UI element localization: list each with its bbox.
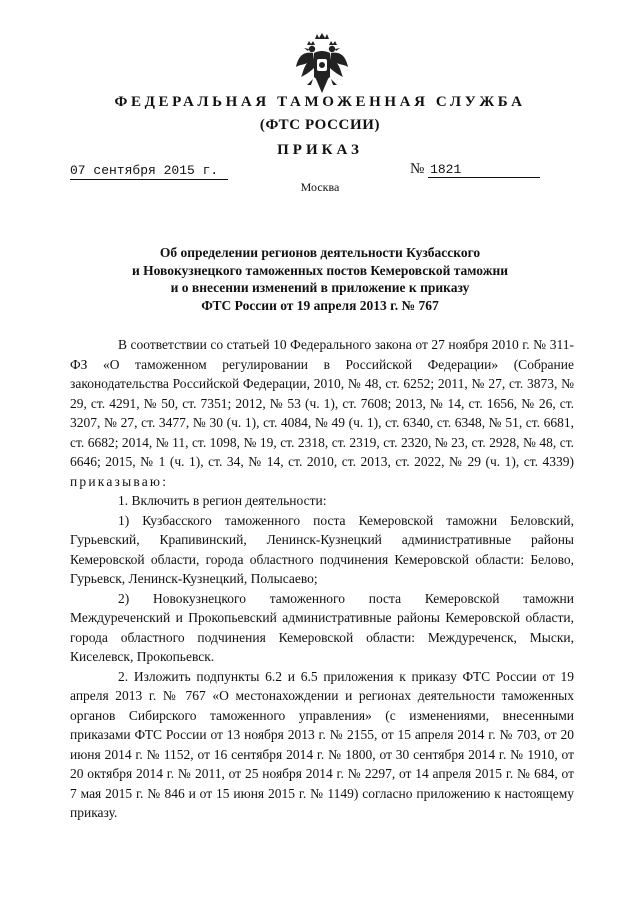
document-type: ПРИКАЗ <box>277 142 363 158</box>
order-word: приказываю: <box>70 473 169 489</box>
order-title <box>110 244 530 314</box>
city: Москва <box>300 180 340 194</box>
number-sign: № <box>410 161 425 177</box>
order-body <box>70 335 574 823</box>
title-line: и Новокузнецкого таможенных постов Кемеровской таможни <box>131 262 509 278</box>
order-number-block <box>410 161 540 178</box>
preamble-paragraph <box>70 335 574 491</box>
order-number: 1821 <box>428 162 540 178</box>
agency-name: ФЕДЕРАЛЬНАЯ ТАМОЖЕННАЯ СЛУЖБА <box>114 94 526 110</box>
preamble-text: В соответствии со статьей 10 Федерального закона от 27 ноября 2010 г. № 311-ФЗ «О таможенном регулировании в Российской Федерации» (Собрание законодательства Российской Федерации, 2010, № 48, ст. 6252; 2011, № 27, ст. 3873, № 29, ст. 4291, № 50, ст. 7351; 2012, № 53 (ч. 1), ст. 7608; 2013, № 14, ст. 1656, № 26, ст. 3207, № 27, ст. 3477, № 30 (ч. 1), ст. 4084, № 49 (ч. 1), ст. 6340, ст. 6348, № 51, ст. 6681, ст. 6682; 2014, № 11, ст. 1098, № 19, ст. 2318, ст. 2319, ст. 2320, № 23, ст. 2928, № 48, ст. 6646; 2015, № 1 (ч. 1), ст. 34, № 14, ст. 2010, ст. 2013, ст. 2022, № 29 (ч. 1), ст. 4339) <box>70 337 574 469</box>
agency-abbreviation: (ФТС РОССИИ) <box>259 117 381 133</box>
item-2: 2. Изложить подпункты 6.2 и 6.5 приложения к приказу ФТС России от 19 апреля 2013 г. № 767 «О местонахождении и регионах деятельности таможенных органов Сибирского таможенного управления» (с изменениями, внесенными приказами ФТС России от 13 ноября 2013 г. № 2155, от 15 апреля 2014 г. № 703, от 20 июня 2014 г. № 1152, от 16 сентября 2014 г. № 1800, от 30 сентября 2014 г. № 1910, от 20 октября 2014 г. № 2011, от 25 ноября 2014 г. № 2297, от 14 апреля 2015 г. № 684, от 7 мая 2015 г. № 846 и от 15 июня 2015 г. № 1149) согласно приложению к настоящему приказу. <box>70 668 574 820</box>
coat-of-arms-icon <box>295 33 349 97</box>
order-date: 07 сентября 2015 г. <box>70 163 228 180</box>
title-line: Об определении регионов деятельности Кузбасского <box>159 245 481 260</box>
item-1: 1. Включить в регион деятельности: <box>118 493 327 508</box>
title-line: и о внесении изменений в приложение к приказу <box>170 280 470 295</box>
item-1-2: 2) Новокузнецкого таможенного поста Кемеровской таможни Междуреченский и Прокопьевский административные районы Кемеровской области, города областного подчинения Кемеровской области: Междуреченск, Мыски, Киселевск, Прокопьевск. <box>70 590 574 664</box>
title-line: ФТС России от 19 апреля 2013 г. № 767 <box>201 297 439 313</box>
item-1-1: 1) Кузбасского таможенного поста Кемеровской таможни Беловский, Гурьевский, Крапивинский, Ленинск-Кузнецкий административные районы Кемеровской области, города областного подчинения Кемеровской области: Белово, Гурьевск, Ленинск-Кузнецкий, Полысаево; <box>70 512 574 586</box>
